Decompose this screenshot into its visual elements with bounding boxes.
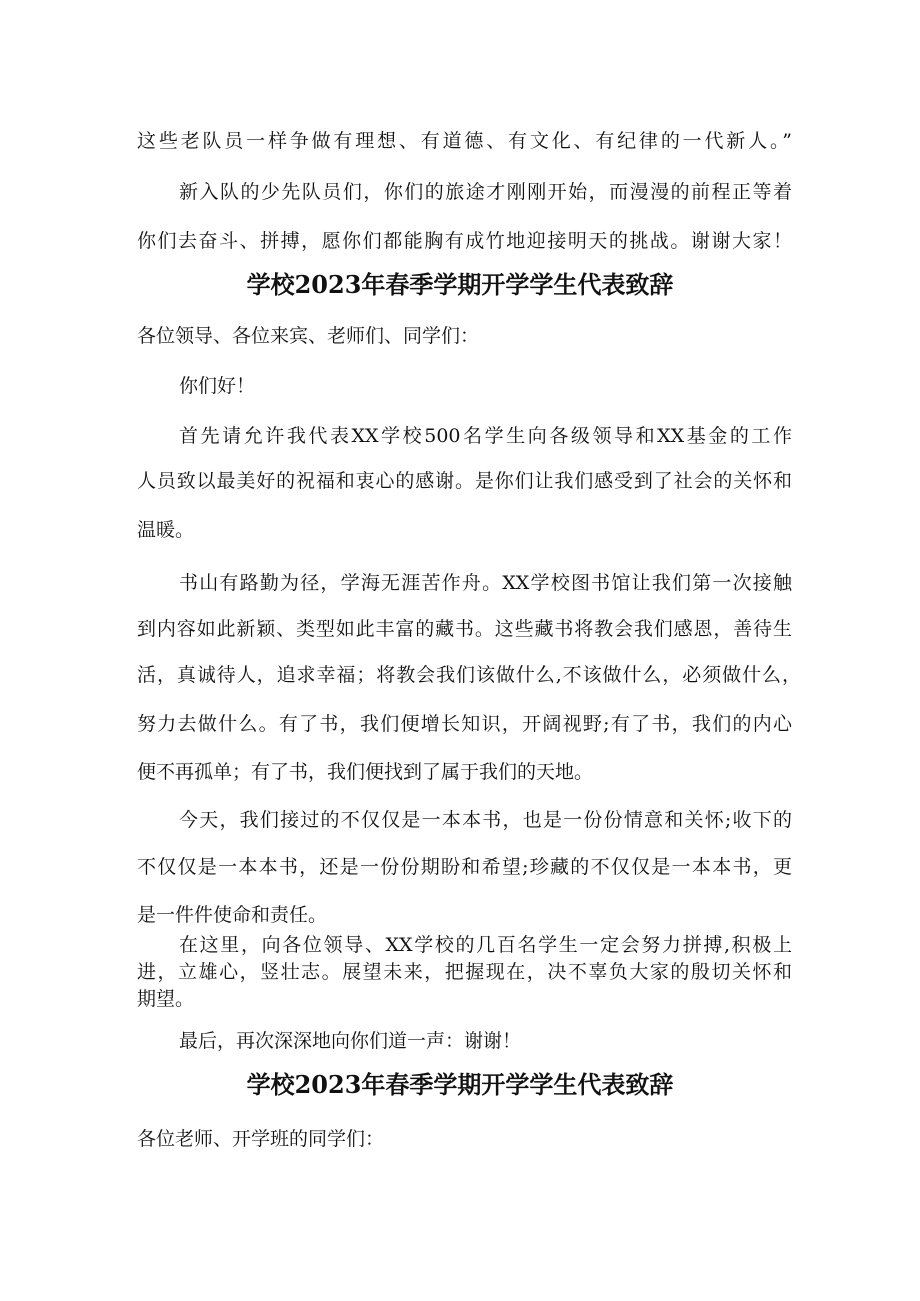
text-line: 努力去做什么。有了书，我们便增长知识，开阔视野;有了书，我们的内心 bbox=[137, 713, 792, 735]
text-line: 温暖。 bbox=[137, 519, 195, 541]
closing-line: 最后，再次深深地向你们道一声：谢谢！ bbox=[179, 1030, 522, 1052]
text-line: 是一件件使命和责任。 bbox=[137, 904, 328, 926]
text-line: 书山有路勤为径，学海无涯苦作舟。XX学校图书馆让我们第一次接触 bbox=[179, 572, 792, 594]
section-title: 学校2023年春季学期开学学生代表致辞 bbox=[246, 270, 674, 299]
salutation: 各位老师、开学班的同学们： bbox=[137, 1128, 385, 1150]
salutation: 各位领导、各位来宾、老师们、同学们： bbox=[137, 325, 480, 347]
text-line: 人员致以最美好的祝福和衷心的感谢。是你们让我们感受到了社会的关怀和 bbox=[137, 470, 792, 492]
text-line: 在这里，向各位领导、XX学校的几百名学生一定会努力拼搏,积极上 bbox=[179, 934, 792, 956]
text-line: 首先请允许我代表XX学校500名学生向各级领导和XX基金的工作 bbox=[179, 425, 792, 447]
text-line: 今天，我们接过的不仅仅是一本本书，也是一份份情意和关怀;收下的 bbox=[179, 809, 792, 831]
text-line: 期望。 bbox=[137, 988, 195, 1010]
text-line: 便不再孤单；有了书，我们便找到了属于我们的天地。 bbox=[137, 761, 594, 783]
text-line: 新入队的少先队员们，你们的旅途才刚刚开始，而漫漫的前程正等着 bbox=[179, 181, 792, 203]
greeting: 你们好！ bbox=[179, 375, 256, 397]
text-line: 活，真诚待人，追求幸福；将教会我们该做什么,不该做什么，必须做什么， bbox=[137, 664, 801, 686]
text-line: 不仅仅是一本本书，还是一份份期盼和希望;珍藏的不仅仅是一本本书，更 bbox=[137, 856, 792, 878]
text-line: 到内容如此新颖、类型如此丰富的藏书。这些藏书将教会我们感恩，善待生 bbox=[137, 618, 792, 640]
section-title: 学校2023年春季学期开学学生代表致辞 bbox=[246, 1070, 674, 1099]
text-line: 进，立雄心，竖壮志。展望未来，把握现在，决不辜负大家的殷切关怀和 bbox=[137, 961, 792, 983]
text-line: 你们去奋斗、拼搏，愿你们都能胸有成竹地迎接明天的挑战。谢谢大家！ bbox=[137, 230, 792, 252]
text-line: 这些老队员一样争做有理想、有道德、有文化、有纪律的一代新人。” bbox=[137, 130, 792, 152]
